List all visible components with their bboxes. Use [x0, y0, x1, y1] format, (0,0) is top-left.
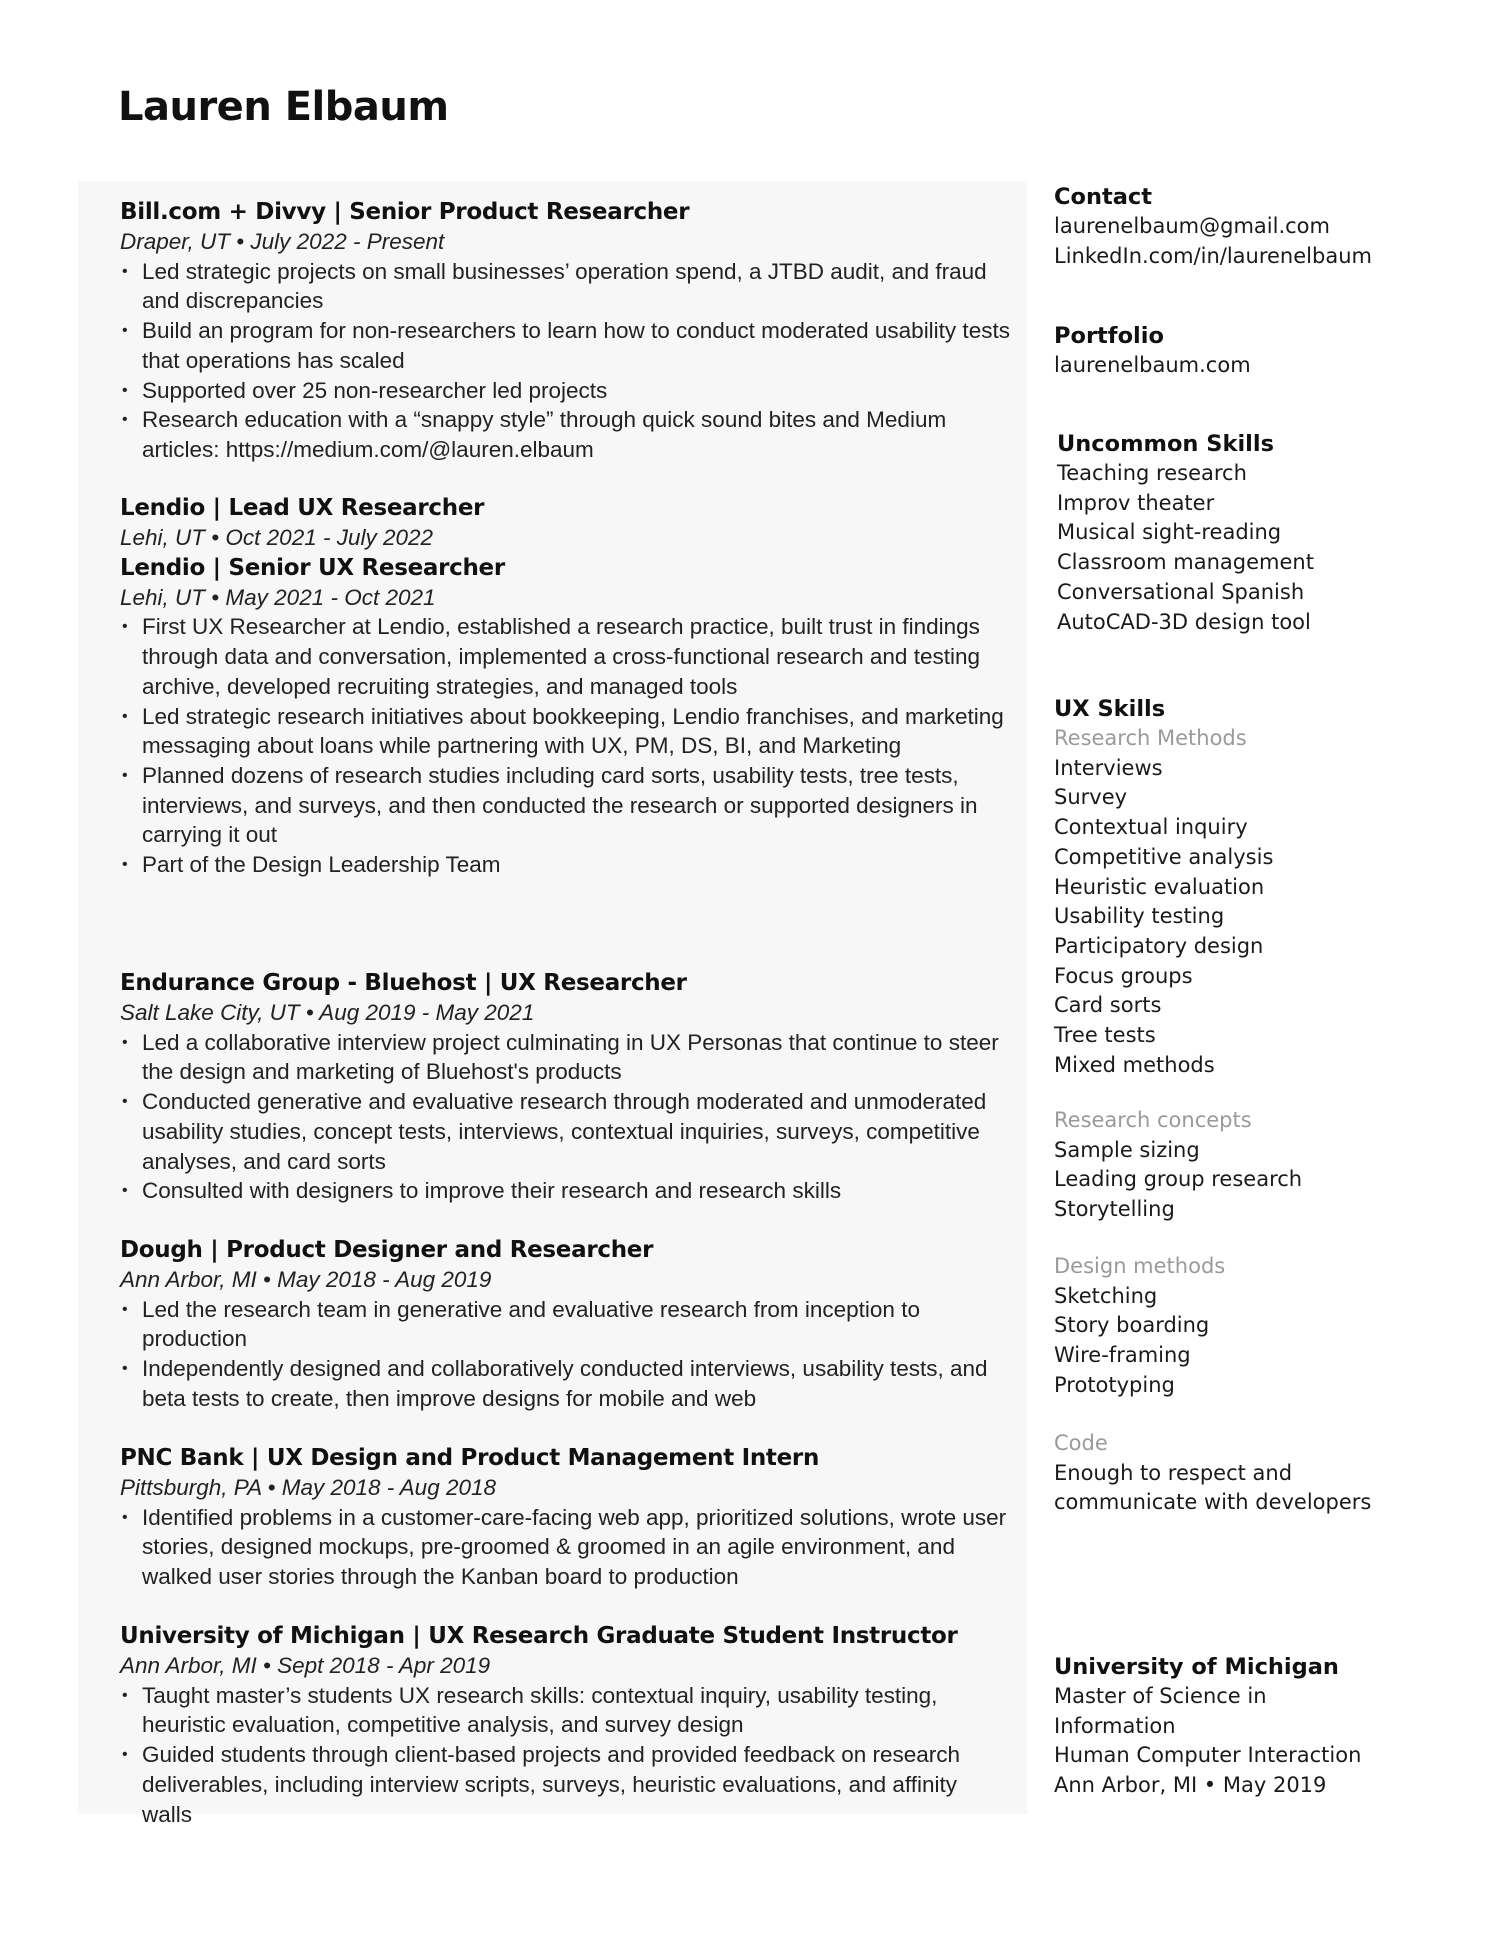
skill-item: Focus groups [1054, 963, 1193, 988]
job-bullet: • Led strategic research initiatives about bookkeeping, Lendio franchises, and marketing messaging about loans while partnering with UX, PM, DS, BI, and Marketing [120, 702, 1010, 761]
job-bullet: • Identified problems in a customer-care-facing web app, prioritized solutions, wrote user stories, designed mockups, pre-groomed & groomed in an agile environment, and walked user stories through the Kanban board to production [120, 1503, 1010, 1592]
job-entry [120, 197, 1010, 465]
skill-item: AutoCAD-3D design tool [1057, 609, 1311, 634]
uncommon-skills-heading: Uncommon Skills [1057, 431, 1274, 457]
skill-item: Information [1054, 1713, 1176, 1738]
job-entry [120, 1443, 1010, 1592]
contact-heading: Contact [1054, 184, 1153, 210]
skill-item: Musical sight-reading [1057, 520, 1282, 545]
skill-item: Tree tests [1054, 1023, 1156, 1048]
skill-item: Mixed methods [1054, 1052, 1215, 1077]
code-label: Code [1054, 1431, 1108, 1455]
job-location-dates: Lehi, UT • May 2021 - Oct 2021 [120, 584, 436, 610]
portfolio-section [1054, 321, 1474, 381]
job-bullet: • Part of the Design Leadership Team [120, 850, 1010, 880]
job-location-dates: Ann Arbor, MI • May 2018 - Aug 2019 [120, 1267, 492, 1292]
skill-item: Competitive analysis [1054, 844, 1274, 869]
job-bullet: • Led a collaborative interview project culminating in UX Personas that continue to steer the design and marketing of Bluehost's products [120, 1028, 1010, 1087]
design-methods-label: Design methods [1054, 1254, 1226, 1278]
skill-item: Card sorts [1054, 993, 1162, 1018]
skill-item: Wire-framing [1054, 1343, 1191, 1368]
job-bullet: • Taught master’s students UX research skills: contextual inquiry, usability testing, heuristic evaluation, competitive analysis, and survey design [120, 1681, 1010, 1740]
job-entry [120, 493, 1010, 880]
skill-item: Improv theater [1057, 490, 1215, 515]
skill-item: Usability testing [1054, 904, 1225, 929]
education-heading: University of Michigan [1054, 1654, 1339, 1680]
skill-item: Heuristic evaluation [1054, 874, 1265, 899]
email-link[interactable]: laurenelbaum@gmail.com [1054, 214, 1330, 238]
job-bullets [120, 1681, 1010, 1830]
skill-item: Conversational Spanish [1057, 579, 1305, 604]
job-bullet: • Research education with a “snappy style” through quick sound bites and Medium articles: https://medium.com/@lauren.elbaum [120, 405, 1010, 464]
job-location-dates: Lehi, UT • Oct 2021 - July 2022 [120, 525, 434, 550]
skill-item: Sketching [1054, 1283, 1158, 1308]
job-title: Lendio | Lead UX Researcher [120, 495, 485, 521]
job-bullet: • Planned dozens of research studies including card sorts, usability tests, tree tests, interviews, and surveys, and then conducted the research or supported designers in carrying it out [120, 761, 1010, 850]
job-title: PNC Bank | UX Design and Product Management Intern [120, 1445, 820, 1471]
job-bullet: • Conducted generative and evaluative research through moderated and unmoderated usability studies, concept tests, interviews, contextual inquiries, surveys, competitive analyses, and card sorts [120, 1087, 1010, 1176]
resume-name: Lauren Elbaum [118, 84, 449, 130]
ux-skills-heading: UX Skills [1054, 696, 1166, 722]
job-title: Endurance Group - Bluehost | UX Researcher [120, 970, 687, 996]
research-concepts-label: Research concepts [1054, 1108, 1252, 1132]
job-entry [120, 1621, 1010, 1829]
job-title: University of Michigan | UX Research Graduate Student Instructor [120, 1623, 958, 1649]
job-bullet: • Guided students through client-based projects and provided feedback on research deliverables, including interview scripts, surveys, heuristic evaluations, and affinity walls [120, 1740, 1010, 1829]
skill-item: Survey [1054, 785, 1128, 810]
job-bullets [120, 612, 1010, 879]
job-entry [120, 1235, 1010, 1414]
research-methods-label: Research Methods [1054, 726, 1247, 750]
code-section [1054, 1429, 1474, 1518]
job-bullet: • Build an program for non-researchers to learn how to conduct moderated usability tests that operations has scaled [120, 316, 1010, 375]
skill-item: Ann Arbor, MI • May 2019 [1054, 1773, 1327, 1798]
design-methods-section [1054, 1252, 1474, 1401]
job-bullet: • Consulted with designers to improve their research and research skills [120, 1176, 1010, 1206]
job-title: Lendio | Senior UX Researcher [120, 554, 505, 581]
contact-section [1054, 182, 1474, 271]
job-bullets [120, 1295, 1010, 1414]
skill-item: Enough to respect and [1054, 1460, 1293, 1485]
job-location-dates: Draper, UT • July 2022 - Present [120, 229, 445, 254]
job-location-dates: Salt Lake City, UT • Aug 2019 - May 2021 [120, 1000, 535, 1025]
job-bullets [120, 257, 1010, 465]
skill-item: Sample sizing [1054, 1137, 1200, 1162]
skill-item: Interviews [1054, 755, 1163, 780]
skill-item: Leading group research [1054, 1167, 1303, 1192]
ux-skills-section [1054, 694, 1474, 1080]
job-bullet: • Led strategic projects on small businesses’ operation spend, a JTBD audit, and fraud and discrepancies [120, 257, 1010, 316]
job-location-dates: Pittsburgh, PA • May 2018 - Aug 2018 [120, 1475, 497, 1500]
job-bullets [120, 1028, 1010, 1206]
skill-item: Participatory design [1054, 933, 1264, 958]
uncommon-skills-section [1057, 429, 1477, 637]
job-entry [120, 968, 1010, 1206]
skill-item: Master of Science in [1054, 1684, 1267, 1708]
job-title: Bill.com + Divvy | Senior Product Researcher [120, 199, 690, 225]
skill-item: Story boarding [1054, 1313, 1210, 1338]
linkedin-link[interactable]: LinkedIn.com/in/laurenelbaum [1054, 243, 1372, 268]
skill-item: communicate with developers [1054, 1490, 1372, 1515]
education-section [1054, 1652, 1474, 1801]
skill-item: Human Computer Interaction [1054, 1743, 1362, 1768]
skill-item: Storytelling [1054, 1197, 1175, 1222]
job-bullet: • Supported over 25 non-researcher led projects [120, 376, 1010, 406]
skill-item: Contextual inquiry [1054, 815, 1248, 840]
job-location-dates: Ann Arbor, MI • Sept 2018 - Apr 2019 [120, 1653, 491, 1678]
portfolio-link[interactable]: laurenelbaum.com [1054, 353, 1251, 377]
job-bullet: • First UX Researcher at Lendio, established a research practice, built trust in findings through data and conversation, implemented a cross-functional research and testing archive, developed recruiting strategies, and managed tools [120, 612, 1010, 701]
job-bullet: • Led the research team in generative and evaluative research from inception to production [120, 1295, 1010, 1354]
portfolio-heading: Portfolio [1054, 323, 1164, 349]
skill-item: Prototyping [1054, 1372, 1175, 1397]
skill-item: Teaching research [1057, 461, 1247, 485]
job-bullets [120, 1503, 1010, 1592]
skill-item: Classroom management [1057, 550, 1314, 575]
job-title: Dough | Product Designer and Researcher [120, 1237, 654, 1263]
job-bullet: • Independently designed and collaboratively conducted interviews, usability tests, and beta tests to create, then improve designs for mobile and web [120, 1354, 1010, 1413]
research-concepts-section [1054, 1106, 1474, 1225]
